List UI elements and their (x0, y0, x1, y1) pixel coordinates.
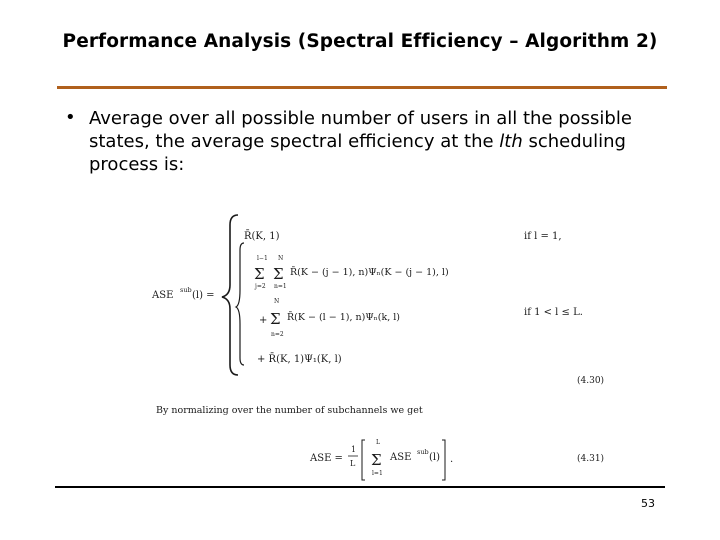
bullet-text-italic: lth (499, 131, 523, 152)
eq-sum3-bot: n=2 (271, 331, 284, 338)
bullet-text (89, 107, 679, 176)
eq-lhs-sup: sub (180, 286, 192, 294)
eq-case2-line3: + R̄(K, 1)Ψ₁(K, l) (257, 354, 342, 365)
eq-sum1-top: l−1 (257, 255, 268, 262)
eq-sum3-sigma: Σ (270, 310, 281, 328)
title-divider (57, 86, 667, 89)
eq-case1-cond: if l = 1, (524, 231, 562, 242)
equation-svg (140, 200, 620, 485)
slide-title: Performance Analysis (Spectral Efficiency – Algorithm 2) (62, 31, 658, 52)
eq2-sum-top: L (376, 439, 380, 446)
eq-case2-line1-term: R̄(K − (j − 1), n)Ψₙ(K − (j − 1), l) (290, 267, 449, 278)
eq2-sum-bot: l=1 (372, 470, 383, 477)
eq2-left-bracket (362, 440, 365, 480)
eq-left-brace (222, 215, 238, 375)
equation-image (140, 200, 620, 485)
eq-sum1-sigma: Σ (254, 265, 265, 283)
eq2-term-arg: (l) (429, 452, 441, 463)
eq-sum2-top: N (278, 255, 284, 262)
eq2-term-sup: sub (417, 448, 429, 456)
eq2-sigma: Σ (371, 451, 382, 469)
eq-lhs-arg: (l) = (192, 290, 215, 301)
eq2-frac-num: 1 (351, 445, 357, 454)
eq2-term: ASE (390, 452, 412, 463)
bullet-text-before: Average over all possible number of users in all the possible states, the average spectral efficiency at the (89, 108, 632, 152)
eq2-period: . (450, 454, 454, 465)
eq-number-430: (4.30) (577, 376, 605, 386)
eq-case2-cond: if 1 < l ≤ L. (524, 307, 583, 318)
eq-number-431: (4.31) (577, 454, 605, 464)
eq-sum1-bot: j=2 (255, 283, 266, 290)
eq-sum2-sigma: Σ (273, 265, 284, 283)
eq2-lhs: ASE = (310, 453, 343, 464)
eq-inner-brace (236, 243, 244, 365)
eq2-right-bracket (442, 440, 445, 480)
eq-normalizing-text: By normalizing over the number of subchannels we get (156, 405, 423, 416)
eq-sum2-bot: n=1 (274, 283, 287, 290)
eq-case2-line2-term: R̄(K − (l − 1), n)Ψₙ(k, l) (287, 312, 401, 323)
eq-case1-expr: R̄(K, 1) (244, 231, 280, 242)
eq-sum3-top: N (274, 298, 280, 305)
bullet-text-after: scheduling process is: (89, 131, 626, 175)
footer-divider (55, 486, 665, 488)
bullet-marker: • (65, 107, 76, 128)
eq-plus-1: + (259, 315, 268, 326)
eq-lhs: ASE (152, 290, 174, 301)
page-number: 53 (641, 497, 655, 510)
eq2-frac-den: L (350, 459, 356, 468)
